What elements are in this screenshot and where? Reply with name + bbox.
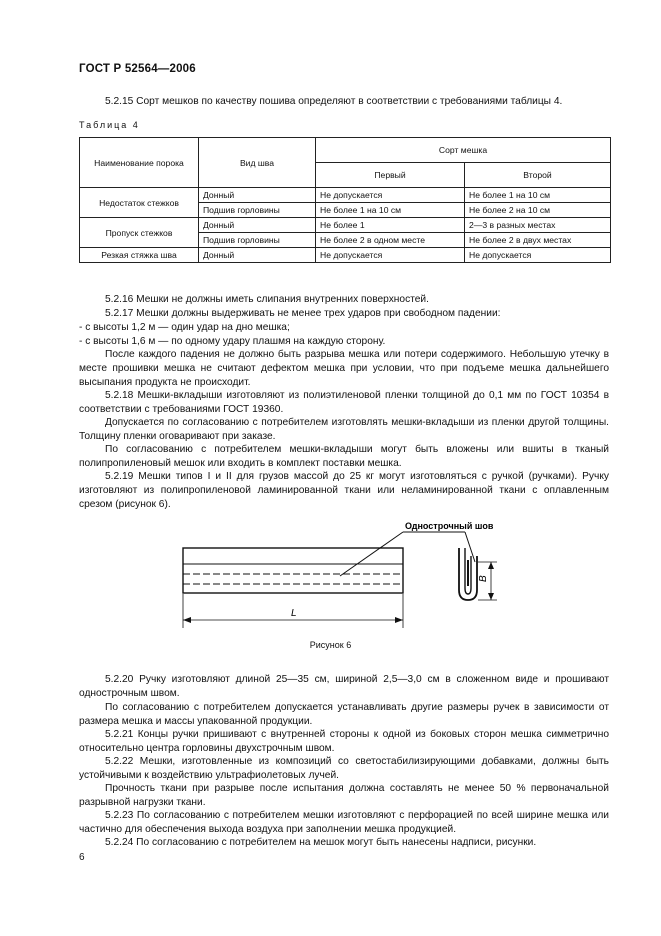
dimension-length-label: L bbox=[291, 608, 297, 619]
cell-first: Не более 1 на 10 см bbox=[316, 203, 465, 218]
cell-second: Не более 2 на 10 см bbox=[465, 203, 611, 218]
header-second: Второй bbox=[465, 163, 611, 188]
paragraph: 5.2.22 Мешки, изготовленные из композиций со светостабилизирующими добавками, должны быть устойчивыми к воздействию ультрафиолетовых лучей. bbox=[79, 756, 609, 781]
callout-leader bbox=[340, 532, 403, 576]
paragraph: 5.2.19 Мешки типов I и II для грузов массой до 25 кг могут изготовляться с ручкой (ручками). Ручку изготовляют из полипропиленовой ламинированной ткани или неламинированной ткани с оплавленным срезом (рисунок 6). bbox=[79, 471, 609, 510]
paragraph: 5.2.23 По согласованию с потребителем мешки изготовляют с перфорацией по всей ширине мешка или частично для обеспечения выхода воздуха при заполнении мешка продукцией. bbox=[79, 810, 609, 835]
figure-6-drawing bbox=[175, 518, 525, 630]
cell-first: Не более 1 bbox=[316, 218, 465, 233]
paragraph: После каждого падения не должно быть разрыва мешка или потери содержимого. Небольшую утечку в месте прошивки мешка не считают дефектом мешка при условии, что при подъеме мешка дальнейшего высыпания продукта не происходит. bbox=[79, 349, 609, 388]
figure-caption: Рисунок 6 bbox=[309, 640, 352, 650]
handle-section bbox=[459, 548, 477, 600]
cell-defect: Пропуск стежков bbox=[80, 218, 199, 248]
header-defect: Наименование порока bbox=[80, 138, 199, 188]
cell-second: Не допускается bbox=[465, 248, 611, 263]
list-item: - с высоты 1,6 м — по одному удару плашмя на каждую сторону. bbox=[79, 336, 386, 347]
table-row bbox=[80, 188, 611, 203]
cell-second: 2—3 в разных местах bbox=[465, 218, 611, 233]
table-4 bbox=[79, 137, 611, 263]
cell-first: Не более 2 в одном месте bbox=[316, 233, 465, 248]
cell-second: Не более 1 на 10 см bbox=[465, 188, 611, 203]
cell-first: Не допускается bbox=[316, 248, 465, 263]
paragraph: По согласованию с потребителем мешки-вкладыши могут быть вложены или вшиты в тканый полипропиленовый мешок или входить в комплект поставки мешка. bbox=[79, 444, 609, 469]
paragraph: 5.2.21 Концы ручки пришивают с внутренней стороны к одной из боковых сторон мешка симметрично относительно центра горловины двухстрочным швом. bbox=[79, 729, 609, 754]
cell-seam: Донный bbox=[199, 188, 316, 203]
header-grade: Сорт мешка bbox=[316, 138, 611, 163]
cell-first: Не допускается bbox=[316, 188, 465, 203]
dimension-width-label: B bbox=[478, 575, 489, 582]
paragraph: 5.2.17 Мешки должны выдерживать не менее трех ударов при свободном падении: bbox=[105, 308, 501, 319]
header-seam: Вид шва bbox=[199, 138, 316, 188]
cell-seam: Подшив горловины bbox=[199, 203, 316, 218]
callout-label: Однострочный шов bbox=[405, 521, 494, 531]
paragraph: По согласованию с потребителем допускается устанавливать другие размеры ручек в зависимости от размера мешка и массы упакованной продукции. bbox=[79, 702, 609, 727]
cell-seam: Подшив горловины bbox=[199, 233, 316, 248]
paragraph: Прочность ткани при разрыве после испытания должна составлять не менее 50 % первоначальной разрывной нагрузки ткани. bbox=[79, 783, 609, 808]
table-caption: Таблица 4 bbox=[79, 120, 140, 130]
cell-seam: Донный bbox=[199, 218, 316, 233]
paragraph: 5.2.24 По согласованию с потребителем на мешок могут быть нанесены надписи, рисунки. bbox=[105, 837, 537, 848]
table-row bbox=[80, 248, 611, 263]
paragraph: 5.2.20 Ручку изготовляют длиной 25—35 см, шириной 2,5—3,0 см в сложенном виде и прошивают однострочным швом. bbox=[79, 674, 609, 699]
callout-leader-2 bbox=[465, 532, 475, 562]
page-number: 6 bbox=[79, 852, 85, 863]
cell-defect: Недостаток стежков bbox=[80, 188, 199, 218]
cell-seam: Донный bbox=[199, 248, 316, 263]
document-header: ГОСТ Р 52564—2006 bbox=[79, 63, 196, 75]
table-row bbox=[80, 218, 611, 233]
paragraph-5-2-15: 5.2.15 Сорт мешков по качеству пошива определяют в соответствии с требованиями таблицы 4. bbox=[105, 96, 563, 107]
list-item: - с высоты 1,2 м — один удар на дно мешка; bbox=[79, 322, 290, 333]
paragraph: 5.2.16 Мешки не должны иметь слипания внутренних поверхностей. bbox=[105, 294, 429, 305]
paragraph: Допускается по согласованию с потребителем изготовлять мешки-вкладыши из пленки другой толщины. Толщину пленки оговаривают при заказе. bbox=[79, 417, 609, 442]
cell-second: Не более 2 в двух местах bbox=[465, 233, 611, 248]
header-first: Первый bbox=[316, 163, 465, 188]
paragraph: 5.2.18 Мешки-вкладыши изготовляют из полиэтиленовой пленки толщиной до 0,1 мм по ГОСТ 10354 в соответствии с требованиями ГОСТ 19360. bbox=[79, 390, 609, 415]
cell-defect: Резкая стяжка шва bbox=[80, 248, 199, 263]
